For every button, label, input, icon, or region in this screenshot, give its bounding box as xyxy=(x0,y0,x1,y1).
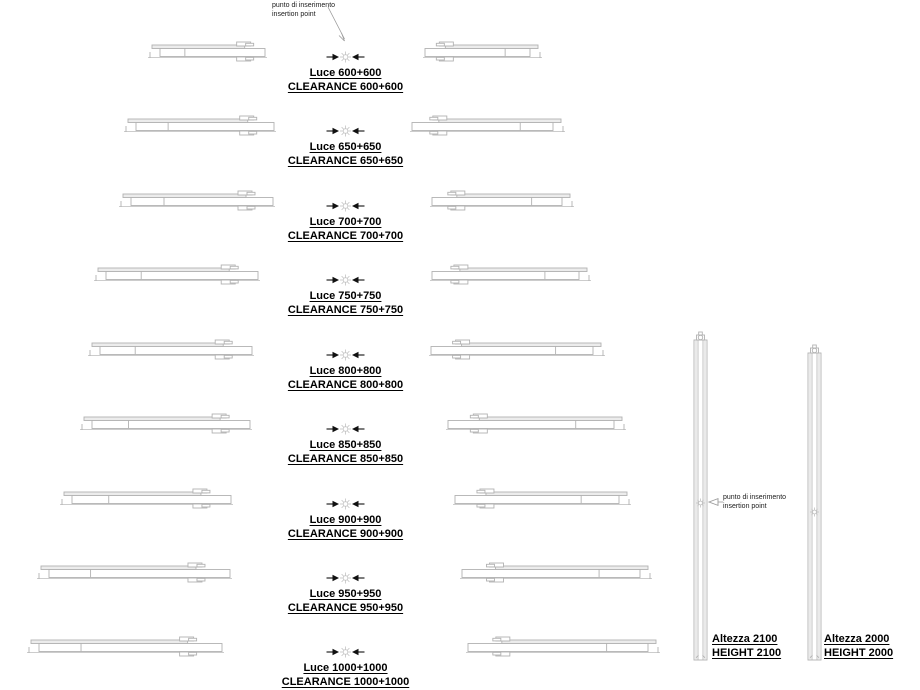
luce-label: Luce 950+950 xyxy=(309,588,382,600)
clearance-label: CLEARANCE 600+600 xyxy=(287,81,404,93)
luce-label: Luce 800+800 xyxy=(309,365,382,377)
luce-label: Luce 1000+1000 xyxy=(303,662,388,674)
insertion-point-marker-icon xyxy=(340,499,351,510)
center-arrows-group xyxy=(327,350,365,361)
right-door-plan-drawing xyxy=(423,42,542,61)
center-arrows-group xyxy=(327,201,365,212)
center-arrows-group xyxy=(327,424,365,435)
clearance-label: CLEARANCE 800+800 xyxy=(287,379,404,391)
luce-label: Luce 600+600 xyxy=(309,67,382,79)
insertion-point-marker-icon xyxy=(340,573,351,584)
left-door-plan-drawing xyxy=(88,340,254,359)
left-door-plan-drawing xyxy=(27,637,224,656)
insertion-point-marker-icon xyxy=(340,52,351,63)
annotation-line-english: insertion point xyxy=(723,503,767,510)
center-arrows-group xyxy=(327,126,365,137)
left-door-plan-drawing xyxy=(119,191,275,210)
upright-elevation-drawing xyxy=(694,332,707,660)
clearance-label: CLEARANCE 750+750 xyxy=(287,304,404,316)
right-door-plan-drawing xyxy=(446,414,626,433)
upright-elevation-drawing xyxy=(808,345,821,660)
height-label: HEIGHT 2100 xyxy=(712,647,782,659)
center-arrows-group xyxy=(327,499,365,510)
insertion-point-marker-icon xyxy=(340,126,351,137)
insertion-point-marker-icon xyxy=(810,508,819,517)
left-door-plan-drawing xyxy=(37,563,232,582)
insertion-point-marker-icon xyxy=(696,499,705,508)
height-label: HEIGHT 2000 xyxy=(824,647,894,659)
right-door-plan-drawing xyxy=(430,191,574,210)
leader-line-uprights xyxy=(709,499,723,506)
insertion-point-marker-icon xyxy=(340,201,351,212)
insertion-point-marker-icon xyxy=(340,275,351,286)
right-door-plan-drawing xyxy=(453,489,631,508)
center-arrows-group xyxy=(327,647,365,658)
clearance-label: CLEARANCE 900+900 xyxy=(287,528,404,540)
left-door-plan-drawing xyxy=(94,265,260,284)
center-arrows-group xyxy=(327,573,365,584)
center-arrows-group xyxy=(327,52,365,63)
altezza-label: Altezza 2100 xyxy=(712,633,778,645)
luce-label: Luce 700+700 xyxy=(309,216,382,228)
right-door-plan-drawing xyxy=(410,116,565,135)
annotation-line-italian: punto di inserimento xyxy=(723,494,787,501)
insertion-point-annotation-uprights xyxy=(723,493,786,511)
clearance-label: CLEARANCE 650+650 xyxy=(287,155,404,167)
altezza-label: Altezza 2000 xyxy=(824,633,890,645)
clearance-label: CLEARANCE 700+700 xyxy=(287,230,404,242)
clearance-label: CLEARANCE 1000+1000 xyxy=(281,676,410,688)
luce-label: Luce 900+900 xyxy=(309,514,382,526)
insertion-point-marker-icon xyxy=(340,647,351,658)
right-door-plan-drawing xyxy=(460,563,652,582)
annotation-line-english: insertion point xyxy=(272,11,316,18)
luce-label: Luce 850+850 xyxy=(309,439,382,451)
clearance-label: CLEARANCE 850+850 xyxy=(287,453,404,465)
right-door-plan-drawing xyxy=(430,265,591,284)
clearance-label: CLEARANCE 950+950 xyxy=(287,602,404,614)
left-door-plan-drawing xyxy=(148,42,267,61)
insertion-point-marker-icon xyxy=(340,424,351,435)
left-door-plan-drawing xyxy=(80,414,252,433)
center-arrows-group xyxy=(327,275,365,286)
luce-label: Luce 650+650 xyxy=(309,141,382,153)
right-door-plan-drawing xyxy=(466,637,660,656)
left-door-plan-drawing xyxy=(124,116,276,135)
annotation-line-italian: punto di inserimento xyxy=(272,2,336,9)
right-door-plan-drawing xyxy=(429,340,605,359)
left-door-plan-drawing xyxy=(60,489,233,508)
insertion-point-marker-icon xyxy=(340,350,351,361)
insertion-point-annotation-top xyxy=(272,1,335,19)
luce-label: Luce 750+750 xyxy=(309,290,382,302)
